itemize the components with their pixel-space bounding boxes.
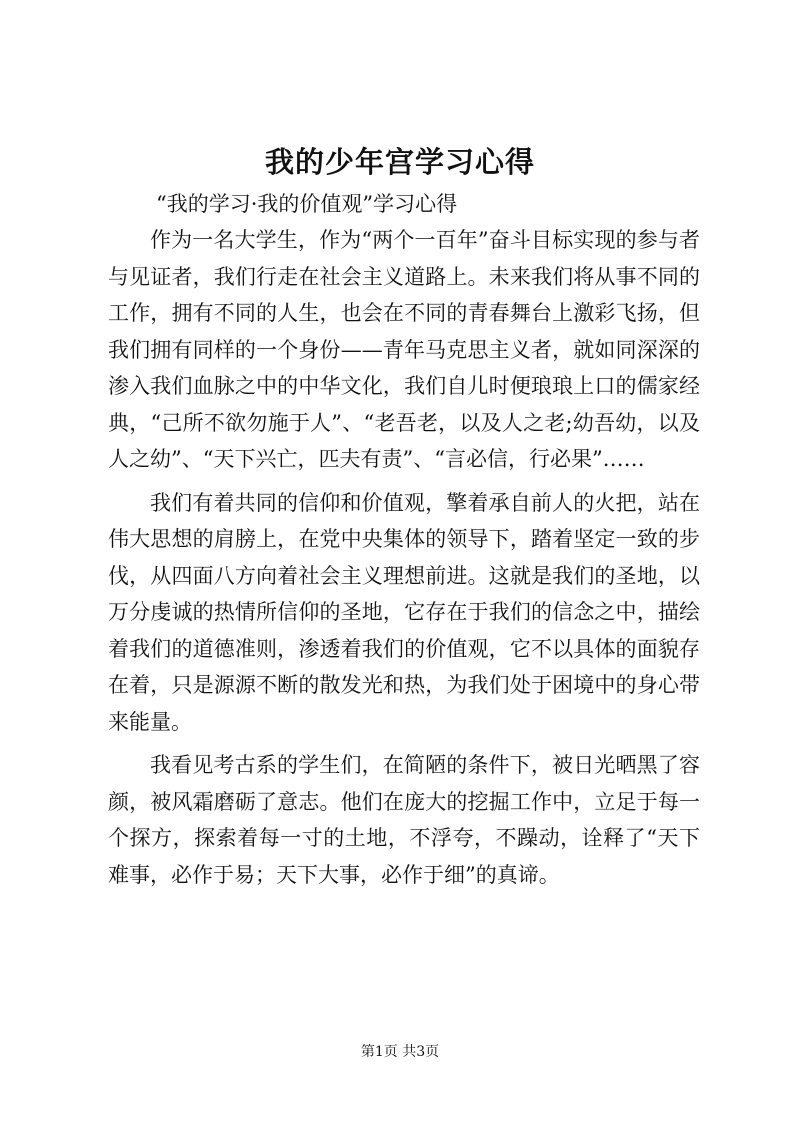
paragraph-1: 作为一名大学生，作为“两个一百年”奋斗目标实现的参与者与见证者，我们行走在社会主义道路上。未来我们将从事不同的工作，拥有不同的人生，也会在不同的青春舞台上激彩飞扬，但我们拥有同样的一个身份——青年马克思主义者，就如同深深的渗入我们血脉之中的中华文化，我们自儿时便琅琅上口的儒家经典，“己所不欲勿施于人”、“老吾老，以及人之老;幼吾幼，以及人之幼”、“天下兴亡，匹夫有责”、“言必信，行必果”……: [108, 228, 700, 471]
document-body: [108, 186, 700, 893]
paragraph-2: 我们有着共同的信仰和价值观，擎着承自前人的火把，站在伟大思想的肩膀上，在党中央集体的领导下，踏着坚定一致的步伐，从四面八方向着社会主义理想前进。这就是我们的圣地，以万分虔诚的热情所信仰的圣地，它存在于我们的信念之中，描绘着我们的道德准则，渗透着我们的价值观，它不以具体的面貌存在着，只是源源不断的散发光和热，为我们处于困境中的身心带来能量。: [108, 490, 700, 734]
page-footer: 第1页 共3页: [360, 1044, 440, 1060]
subtitle: “我的学习·我的价值观”学习心得: [156, 192, 458, 216]
page-title: 我的少年宫学习心得: [264, 145, 535, 179]
paragraph-3: 我看见考古系的学生们，在简陋的条件下，被日光晒黑了容颜，被风霜磨砺了意志。他们在庞大的挖掘工作中，立足于每一个探方，探索着每一寸的土地，不浮夸，不躁动，诠释了“天下难事，必作于易；天下大事，必作于细”的真谛。: [108, 753, 700, 887]
